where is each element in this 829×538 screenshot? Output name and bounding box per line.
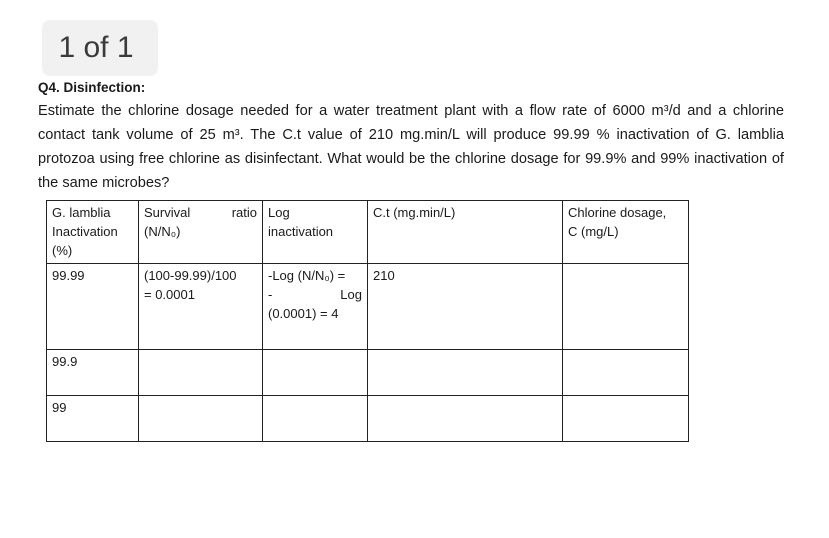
header-dosage-line1: Chlorine dosage,: [568, 205, 667, 220]
cell-log-dash: -: [268, 287, 273, 302]
cell-log: [263, 350, 368, 396]
header-ct-label: C.t (mg.min/L): [373, 205, 456, 220]
question-text: Estimate the chlorine dosage needed for a water treatment plant with a flow rate of 6000 m³/d and a chlorine contact tank volume of 25 m³. The C.t value of 210 mg.min/L will produce 99.99 % inactivation of G. lamblia protozoa using free chlorine as disinfectant. What would be the chlorine dosage for 99.9% and 99% inactivation of the same microbes?: [38, 103, 784, 191]
header-dosage-line2: C (mg/L): [568, 224, 619, 239]
cell-log-line3: (0.0001) = 4: [268, 306, 339, 321]
cell-ct: 210: [368, 264, 563, 350]
header-ct: [368, 201, 563, 264]
table-row: [47, 264, 689, 350]
cell-survival: [139, 264, 263, 350]
header-inactivation: [47, 201, 139, 264]
cell-dosage: [563, 396, 689, 442]
cell-log-word: Log: [340, 287, 362, 302]
cell-dosage: [563, 264, 689, 350]
cell-inactivation: 99.99: [47, 264, 139, 350]
header-inactivation-line1: G. lamblia: [52, 205, 111, 220]
header-inactivation-line3: (%): [52, 243, 73, 258]
page-indicator-label: 1 of 1: [58, 31, 134, 64]
header-log-inactivation: [263, 201, 368, 264]
header-log-line2: inactivation: [268, 224, 334, 239]
table-row: [47, 396, 689, 442]
page-indicator: [42, 20, 158, 76]
header-log-line1: Log: [268, 205, 290, 220]
cell-ct: [368, 396, 563, 442]
header-ratio-word: ratio: [231, 205, 257, 220]
cell-inactivation: 99: [47, 396, 139, 442]
header-survival-line2: (N/N₀): [144, 224, 181, 239]
cell-survival: [139, 396, 263, 442]
cell-survival: [139, 350, 263, 396]
cell-survival-line1: (100-99.99)/100: [144, 268, 237, 283]
cell-survival-line2: = 0.0001: [144, 287, 195, 302]
cell-ct: [368, 350, 563, 396]
table-row: [47, 350, 689, 396]
question-title: Q4. Disinfection:: [38, 80, 146, 95]
header-survival-word: Survival: [144, 205, 191, 220]
header-chlorine-dosage: [563, 201, 689, 264]
header-inactivation-line2: Inactivation: [52, 224, 118, 239]
header-survival-line1: [144, 203, 257, 222]
cell-log: [263, 264, 368, 350]
header-survival-ratio: [139, 201, 263, 264]
cell-inactivation: 99.9: [47, 350, 139, 396]
cell-log-line1: -Log (N/N₀) =: [268, 268, 346, 283]
cell-log: [263, 396, 368, 442]
data-table: [46, 200, 689, 442]
cell-dosage: [563, 350, 689, 396]
question-block: [38, 80, 784, 195]
table-header-row: [47, 201, 689, 264]
cell-log-line2: [268, 285, 362, 304]
